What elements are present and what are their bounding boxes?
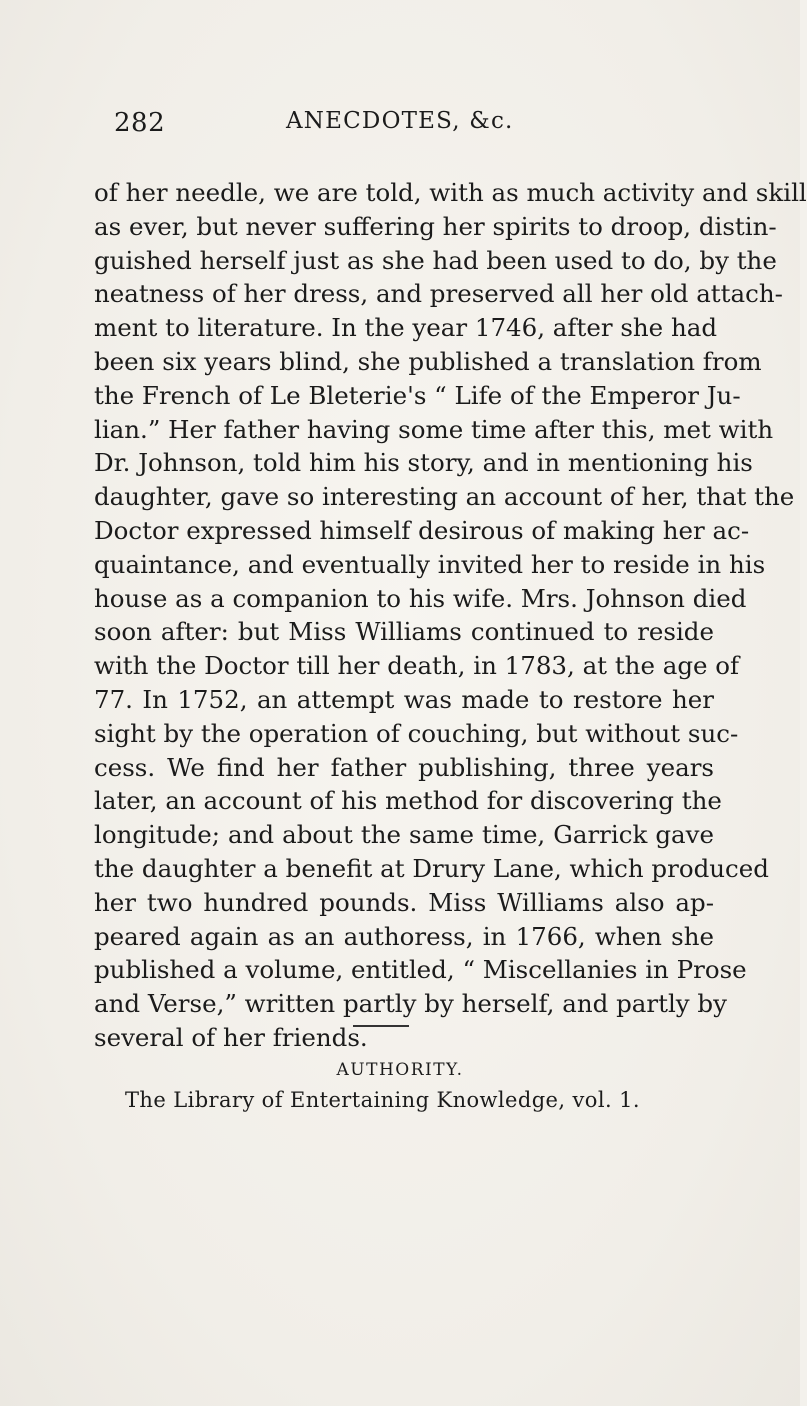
text-line: her two hundred pounds. Miss Williams also ap- [94, 887, 714, 917]
text-line: as ever, but never suffering her spirits to droop, distin- [94, 211, 777, 241]
text-line: published a volume, entitled, “ Miscellanies in Prose [94, 955, 747, 985]
text-line: cess. We find her father publishing, three years [94, 752, 714, 782]
body-text [94, 176, 807, 1055]
text-line: the daughter a benefit at Drury Lane, which produced [94, 853, 769, 883]
text-line: ment to literature. In the year 1746, after she had [94, 313, 718, 343]
authority-label: AUTHORITY. [336, 1060, 464, 1080]
section-divider [353, 1025, 409, 1027]
text-line: peared again as an authoress, in 1766, when she [94, 921, 714, 951]
page-number: 282 [114, 108, 166, 138]
authority-source: The Library of Entertaining Knowledge, vol. 1. [125, 1088, 640, 1112]
text-line: of her needle, we are told, with as much activity and skill [94, 178, 807, 207]
text-line: daughter, gave so interesting an account of her, that the [94, 482, 795, 512]
text-line: sight by the operation of couching, but without suc- [94, 718, 739, 748]
text-line: quaintance, and eventually invited her to reside in his [94, 549, 766, 579]
text-line: guished herself just as she had been used to do, by the [94, 245, 777, 275]
text-line: neatness of her dress, and preserved all her old attach- [94, 279, 783, 309]
text-line: later, an account of his method for discovering the [94, 786, 722, 816]
text-line: lian.” Her father having some time after this, met with [94, 414, 774, 444]
text-line: soon after: but Miss Williams continued to reside [94, 617, 714, 647]
text-line: the French of Le Bleterie's “ Life of the Emperor Ju- [94, 380, 741, 410]
text-line: with the Doctor till her death, in 1783, at the age of [94, 651, 740, 681]
text-line: longitude; and about the same time, Garrick gave [94, 820, 714, 850]
text-line: Doctor expressed himself desirous of making her ac- [94, 515, 750, 545]
page-header [114, 108, 714, 148]
text-line: Dr. Johnson, told him his story, and in mentioning his [94, 448, 753, 478]
text-line: house as a companion to his wife. Mrs. Johnson died [94, 583, 747, 613]
text-line: 77. In 1752, an attempt was made to restore her [94, 684, 714, 714]
text-line: several of her friends. [94, 1022, 368, 1052]
running-head: ANECDOTES, &c. [286, 108, 514, 134]
text-line: and Verse,” written partly by herself, and partly by [94, 989, 727, 1019]
text-line: been six years blind, she published a translation from [94, 346, 762, 376]
